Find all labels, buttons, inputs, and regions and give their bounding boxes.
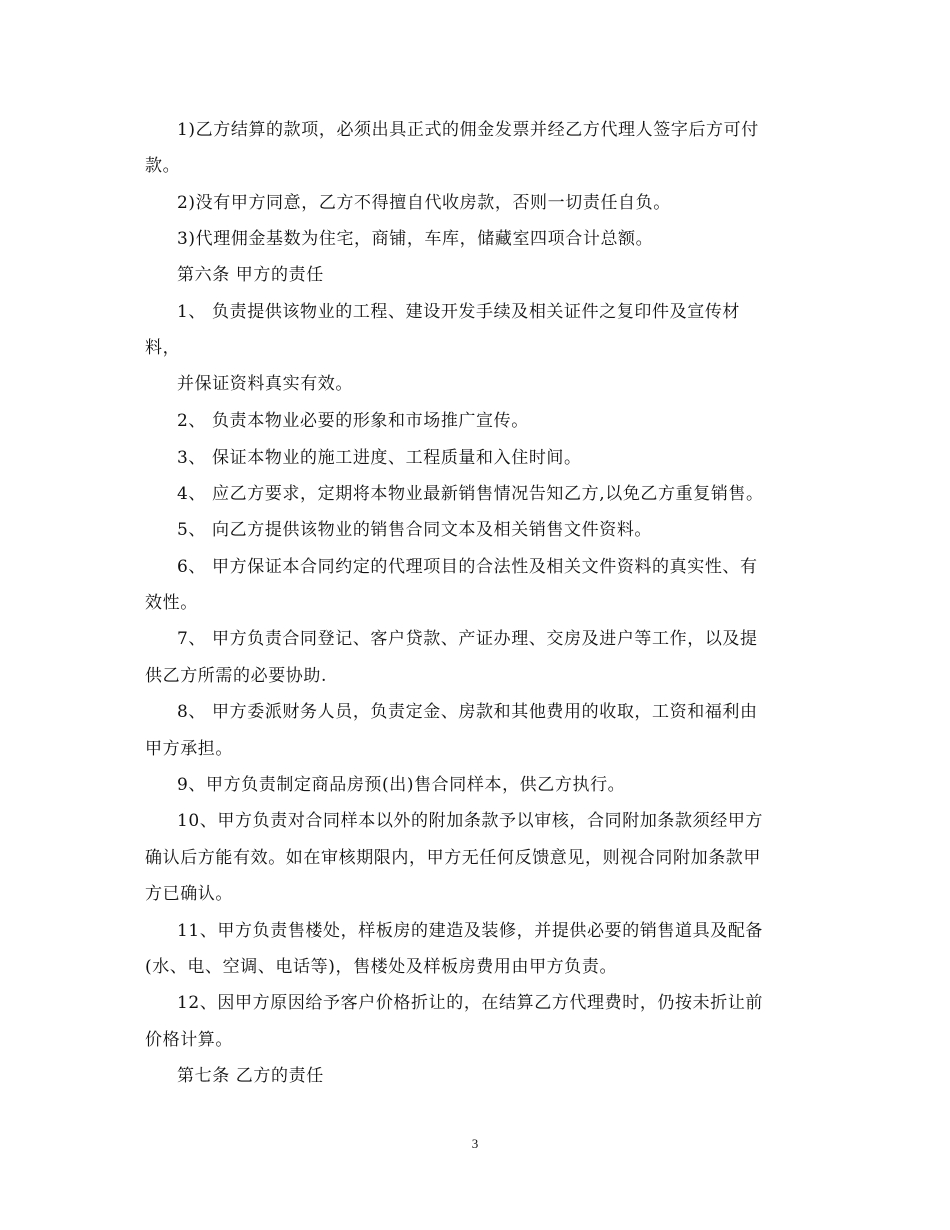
text-line: 料， [145, 338, 181, 358]
text-line: 1)乙方结算的款项，必须出具正式的佣金发票并经乙方代理人签字后方可付 [177, 120, 759, 140]
text-line: 3、 保证本物业的施工进度、工程质量和入住时间。 [177, 448, 582, 468]
text-line: 1、 负责提供该物业的工程、建设开发手续及相关证件之复印件及宣传材 [177, 302, 741, 322]
text-line: 7、 甲方负责合同登记、客户贷款、产证办理、交房及进户等工作，以及提 [177, 629, 758, 649]
text-line: 供乙方所需的必要协助. [145, 666, 328, 686]
text-line: 并保证资料真实有效。 [177, 374, 353, 394]
text-line: (水、电、空调、电话等)，售楼处及样板房费用由甲方负责。 [145, 957, 618, 977]
text-line: 9、甲方负责制定商品房预(出)售合同样本，供乙方执行。 [177, 775, 626, 795]
text-line: 11、甲方负责售楼处，样板房的建造及装修，并提供必要的销售道具及配备 [177, 921, 764, 941]
text-line: 效性。 [145, 593, 198, 613]
text-line: 12、因甲方原因给予客户价格折让的，在结算乙方代理费时，仍按未折让前 [177, 993, 764, 1013]
text-line: 5、 向乙方提供该物业的销售合同文本及相关销售文件资料。 [177, 520, 653, 540]
text-line: 3)代理佣金基数为住宅，商铺，车库，储藏室四项合计总额。 [177, 229, 654, 249]
page-number: 3 [471, 1136, 479, 1151]
text-line: 款。 [145, 156, 181, 176]
section-heading: 第七条 乙方的责任 [177, 1066, 324, 1086]
section-heading: 第六条 甲方的责任 [177, 265, 324, 285]
text-line: 4、 应乙方要求，定期将本物业最新销售情况告知乙方,以免乙方重复销售。 [177, 484, 764, 504]
text-line: 10、甲方负责对合同样本以外的附加条款予以审核，合同附加条款须经甲方 [177, 811, 764, 831]
text-line: 6、 甲方保证本合同约定的代理项目的合法性及相关文件资料的真实性、有 [177, 557, 758, 577]
text-line: 确认后方能有效。如在审核期限内，甲方无任何反馈意见，则视合同附加条款甲 [145, 848, 761, 868]
text-line: 甲方承担。 [145, 739, 233, 759]
text-line: 方已确认。 [145, 884, 233, 904]
text-line: 2、 负责本物业必要的形象和市场推广宣传。 [177, 411, 529, 431]
text-line: 2)没有甲方同意，乙方不得擅自代收房款，否则一切责任自负。 [177, 193, 671, 213]
text-line: 8、 甲方委派财务人员，负责定金、房款和其他费用的收取，工资和福利由 [177, 702, 758, 722]
text-line: 价格计算。 [145, 1030, 233, 1050]
